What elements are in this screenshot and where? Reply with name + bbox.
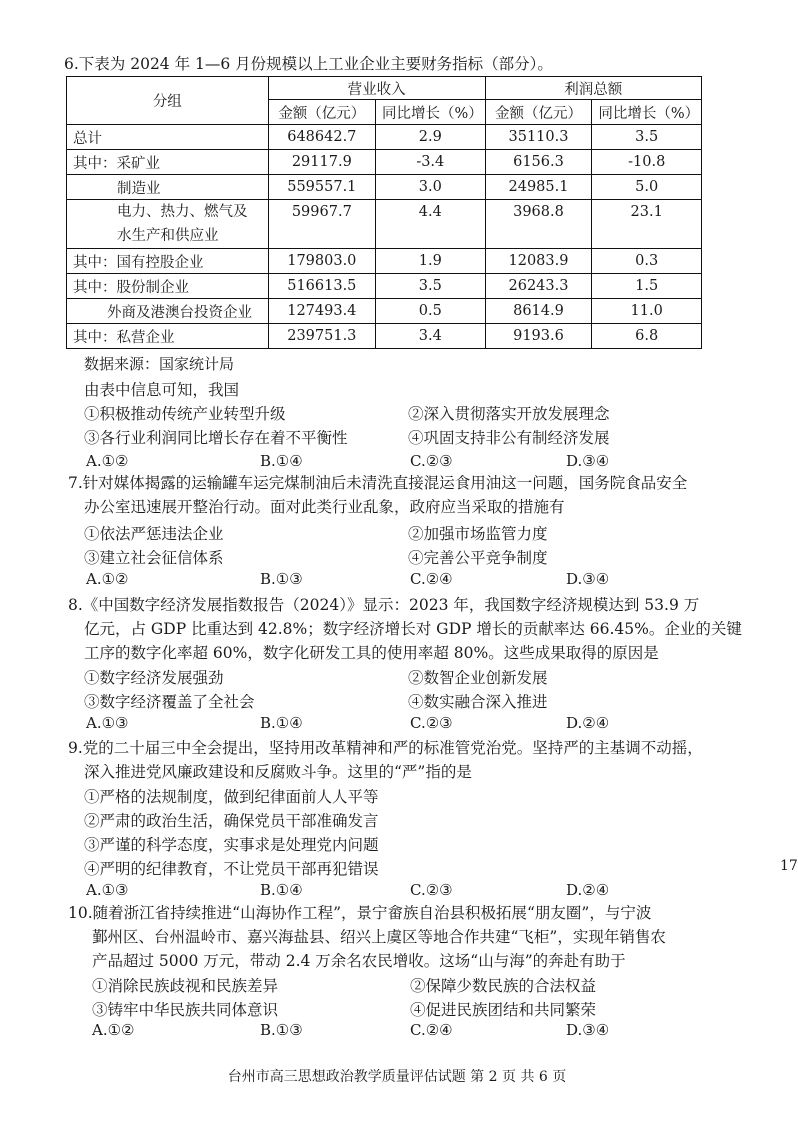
q7-item-3: ③建立社会征信体系 bbox=[84, 549, 224, 567]
q7-option-a[interactable]: A.①② bbox=[86, 570, 129, 588]
q10-item-2: ②保障少数民族的合法权益 bbox=[410, 977, 597, 995]
q9-option-d[interactable]: D.②④ bbox=[566, 881, 610, 899]
q8-item-2: ②数智企业创新发展 bbox=[408, 669, 548, 687]
revenue-growth: 0.5 bbox=[376, 299, 486, 324]
q6-stem: 6.下表为 2024 年 1—6 月份规模以上工业企业主要财务指标（部分）。 bbox=[64, 55, 553, 73]
profit-growth: 3.5 bbox=[592, 125, 702, 150]
q6-lead: 由表中信息可知，我国 bbox=[84, 381, 240, 399]
revenue-amount: 516613.5 bbox=[268, 274, 375, 299]
q7-line-2: 办公室迅速展开整治行动。面对此类行业乱象，政府应当采取的措施有 bbox=[84, 498, 565, 516]
q6-option-c[interactable]: C.②③ bbox=[410, 452, 453, 470]
revenue-growth: 1.9 bbox=[376, 249, 486, 274]
table-row bbox=[67, 299, 702, 324]
q7-item-4: ④完善公平竞争制度 bbox=[408, 549, 548, 567]
q9-item-1: ①严格的法规制度，做到纪律面前人人平等 bbox=[84, 788, 379, 806]
table-row bbox=[67, 274, 702, 299]
q7-item-1: ①依法严惩违法企业 bbox=[84, 525, 224, 543]
q7-option-d[interactable]: D.③④ bbox=[566, 570, 610, 588]
profit-growth: 11.0 bbox=[592, 299, 702, 324]
revenue-growth: 3.4 bbox=[376, 324, 486, 349]
q9-item-4: ④严明的纪律教育，不让党员干部再犯错误 bbox=[84, 860, 379, 878]
q6-item-4: ④巩固支持非公有制经济发展 bbox=[408, 429, 610, 447]
table-row bbox=[67, 249, 702, 274]
revenue-growth: 4.4 bbox=[376, 200, 486, 249]
profit-amount: 24985.1 bbox=[485, 175, 592, 200]
revenue-amount: 559557.1 bbox=[268, 175, 375, 200]
q10-item-4: ④促进民族团结和共同繁荣 bbox=[410, 1001, 597, 1019]
q7-option-b[interactable]: B.①③ bbox=[260, 570, 303, 588]
data-source-note: 数据来源：国家统计局 bbox=[84, 355, 235, 373]
q8-line-2: 亿元，占 GDP 比重达到 42.8%；数字经济增长对 GDP 增长的贡献率达 66.45%。企业的关键 bbox=[84, 620, 742, 638]
q8-item-1: ①数字经济发展强劲 bbox=[84, 669, 224, 687]
revenue-growth: 3.0 bbox=[376, 175, 486, 200]
q8-item-4: ④数实融合深入推进 bbox=[408, 693, 548, 711]
q10-line-1: 10.随着浙江省持续推进“山海协作工程”，景宁畲族自治县积极拓展“朋友圈”，与宁波 bbox=[68, 904, 652, 922]
q8-line-3: 工序的数字化率超 60%，数字化研发工具的使用率超 80%。这些成果取得的原因是 bbox=[84, 644, 659, 662]
table-row bbox=[67, 200, 702, 249]
profit-growth: -10.8 bbox=[592, 150, 702, 175]
q10-option-a[interactable]: A.①② bbox=[92, 1021, 135, 1039]
q8-option-a[interactable]: A.①③ bbox=[86, 714, 129, 732]
subheader-profit-amount: 金额（亿元） bbox=[485, 100, 592, 125]
subheader-profit-growth: 同比增长（%） bbox=[592, 100, 702, 125]
row-label: 其中：股份制企业 bbox=[67, 274, 269, 299]
q10-option-d[interactable]: D.③④ bbox=[566, 1021, 610, 1039]
row-label: 其中：国有控股企业 bbox=[67, 249, 269, 274]
table-row bbox=[67, 150, 702, 175]
revenue-amount: 29117.9 bbox=[268, 150, 375, 175]
q10-option-b[interactable]: B.①③ bbox=[260, 1021, 303, 1039]
profit-amount: 3968.8 bbox=[485, 200, 592, 249]
q10-item-1: ①消除民族歧视和民族差异 bbox=[92, 977, 279, 995]
revenue-growth: -3.4 bbox=[376, 150, 486, 175]
q9-item-2: ②严肃的政治生活，确保党员干部准确发言 bbox=[84, 812, 379, 830]
profit-amount: 26243.3 bbox=[485, 274, 592, 299]
revenue-amount: 239751.3 bbox=[268, 324, 375, 349]
revenue-growth: 2.9 bbox=[376, 125, 486, 150]
profit-growth: 0.3 bbox=[592, 249, 702, 274]
profit-amount: 12083.9 bbox=[485, 249, 592, 274]
subheader-revenue-amount: 金额（亿元） bbox=[268, 100, 375, 125]
q7-line-1: 7.针对媒体揭露的运输罐车运完煤制油后未清洗直接混运食用油这一问题，国务院食品安全 bbox=[68, 474, 688, 492]
q10-option-c[interactable]: C.②④ bbox=[410, 1021, 453, 1039]
header-group: 分组 bbox=[67, 77, 269, 125]
q10-item-3: ③铸牢中华民族共同体意识 bbox=[92, 1001, 279, 1019]
edge-page-mark: 17 bbox=[780, 858, 798, 874]
financial-indicators-table bbox=[66, 76, 702, 349]
row-label: 电力、热力、燃气及水生产和供应业 bbox=[67, 200, 269, 249]
revenue-amount: 179803.0 bbox=[268, 249, 375, 274]
q6-option-a[interactable]: A.①② bbox=[86, 452, 129, 470]
row-label: 制造业 bbox=[67, 175, 269, 200]
table-row bbox=[67, 125, 702, 150]
q8-line-1: 8.《中国数字经济发展指数报告（2024）》显示：2023 年，我国数字经济规模达到 53.9 万 bbox=[68, 596, 700, 614]
revenue-amount: 127493.4 bbox=[268, 299, 375, 324]
q6-item-2: ②深入贯彻落实开放发展理念 bbox=[408, 405, 610, 423]
revenue-amount: 59967.7 bbox=[268, 200, 375, 249]
q6-item-3: ③各行业利润同比增长存在着不平衡性 bbox=[84, 429, 348, 447]
q8-item-3: ③数字经济覆盖了全社会 bbox=[84, 693, 255, 711]
row-label: 其中：采矿业 bbox=[67, 150, 269, 175]
profit-growth: 23.1 bbox=[592, 200, 702, 249]
profit-amount: 9193.6 bbox=[485, 324, 592, 349]
revenue-growth: 3.5 bbox=[376, 274, 486, 299]
q6-option-d[interactable]: D.③④ bbox=[566, 452, 610, 470]
table-row bbox=[67, 175, 702, 200]
q6-item-1: ①积极推动传统产业转型升级 bbox=[84, 405, 286, 423]
profit-amount: 35110.3 bbox=[485, 125, 592, 150]
profit-growth: 1.5 bbox=[592, 274, 702, 299]
q9-item-3: ③严谨的科学态度，实事求是处理党内问题 bbox=[84, 836, 379, 854]
q10-line-3: 产品超过 5000 万元，带动 2.4 万余名农民增收。这场“山与海”的奔赴有助于 bbox=[92, 952, 626, 970]
q6-option-b[interactable]: B.①④ bbox=[260, 452, 303, 470]
q9-line-1: 9.党的二十届三中全会提出，坚持用改革精神和严的标准管党治党。坚持严的主基调不动摇， bbox=[68, 739, 703, 757]
row-label: 其中：私营企业 bbox=[67, 324, 269, 349]
q9-option-b[interactable]: B.①④ bbox=[260, 881, 303, 899]
profit-amount: 6156.3 bbox=[485, 150, 592, 175]
row-label: 外商及港澳台投资企业 bbox=[67, 299, 269, 324]
revenue-amount: 648642.7 bbox=[268, 125, 375, 150]
q7-option-c[interactable]: C.②④ bbox=[410, 570, 453, 588]
q8-option-d[interactable]: D.②④ bbox=[566, 714, 610, 732]
q9-option-a[interactable]: A.①③ bbox=[86, 881, 129, 899]
subheader-revenue-growth: 同比增长（%） bbox=[376, 100, 486, 125]
header-revenue: 营业收入 bbox=[268, 77, 485, 100]
table-row bbox=[67, 324, 702, 349]
q10-line-2: 鄞州区、台州温岭市、嘉兴海盐县、绍兴上虞区等地合作共建“飞柜”，实现年销售农 bbox=[92, 928, 666, 946]
q8-option-b[interactable]: B.①④ bbox=[260, 714, 303, 732]
q9-option-c[interactable]: C.②③ bbox=[410, 881, 453, 899]
row-label: 总计 bbox=[67, 125, 269, 150]
profit-growth: 6.8 bbox=[592, 324, 702, 349]
header-profit: 利润总额 bbox=[485, 77, 701, 100]
q9-line-2: 深入推进党风廉政建设和反腐败斗争。这里的“严”指的是 bbox=[84, 763, 472, 781]
q8-option-c[interactable]: C.②③ bbox=[410, 714, 453, 732]
profit-growth: 5.0 bbox=[592, 175, 702, 200]
page-footer: 台州市高三思想政治教学质量评估试题 第 2 页 共 6 页 bbox=[227, 1069, 567, 1085]
profit-amount: 8614.9 bbox=[485, 299, 592, 324]
q7-item-2: ②加强市场监管力度 bbox=[408, 525, 548, 543]
